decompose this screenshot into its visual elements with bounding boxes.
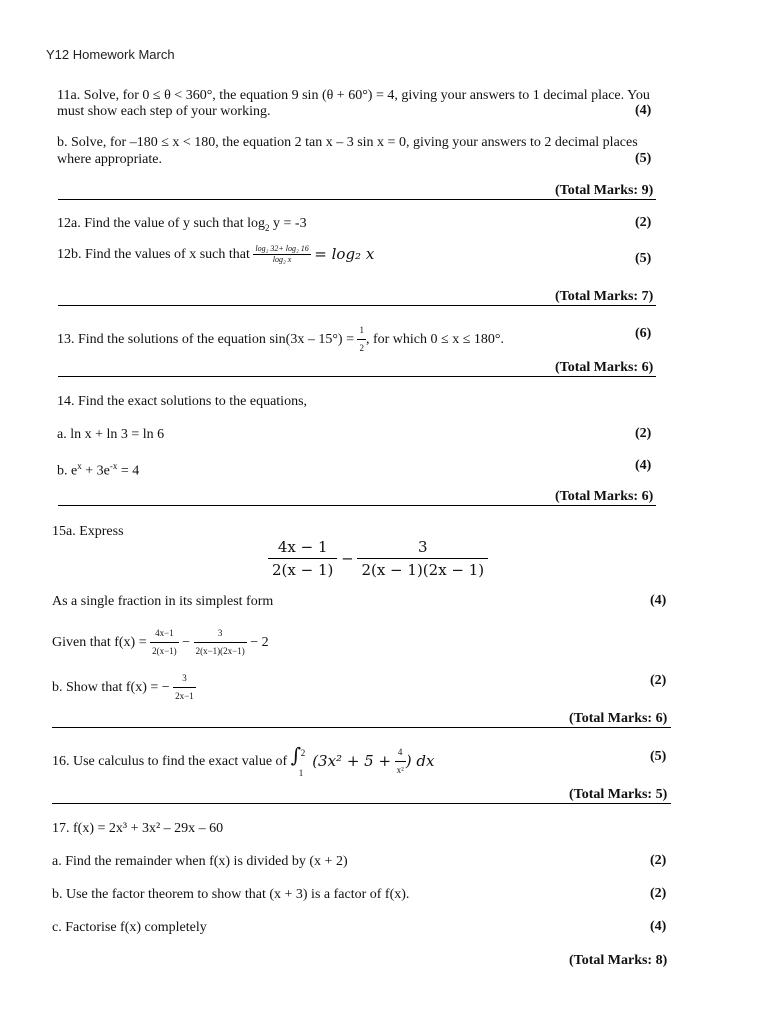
q16-total: (Total Marks: 5) [569, 787, 668, 802]
q11-divider [58, 199, 656, 200]
q13-text: 13. Find the solutions of the equation sin(3x – 15°) = $\frac{1}{2}$ , for which 0 ≤ x ≤ 180°. [57, 322, 504, 357]
q14-total: (Total Marks: 6) [555, 489, 654, 504]
q13-mark: (6) [635, 326, 652, 341]
q15-simplest-text: As a single fraction in its simplest form [52, 594, 274, 609]
q12b-fraction: $\frac{\text{log₂ 32+ log₂ 16}}{\text{log₂ x}}$ [255, 244, 309, 264]
q11-total: (Total Marks: 9) [555, 183, 654, 198]
q15-given: Given that f(x) = $\frac{4x-1}{2(x-1)}$ − $\frac{3}{2(x-1)(2x-1)}$ − 2 [52, 625, 269, 660]
q17c-mark: (4) [650, 919, 667, 934]
q15-expression: $\frac{4x - 1}{2(x - 1)}$ − $\frac{3}{2(x - 1)(2x - 1)}$ [268, 536, 488, 581]
q12a-mark: (2) [635, 215, 652, 230]
q15a-intro: 15a. Express [52, 524, 124, 539]
q11b-mark: (5) [635, 151, 652, 166]
q15b-text: b. Show that f(x) = − $\frac{3}{2x-1}$ [52, 670, 196, 705]
q12a-text: 12a. Find the value of y such that $\log_2 y = -3$ [57, 216, 307, 233]
q17c-text: c. Factorise f(x) completely [52, 920, 207, 935]
q12-divider [58, 305, 656, 306]
q17b-mark: (2) [650, 886, 667, 901]
q17-total: (Total Marks: 8) [569, 953, 668, 968]
q12b-mark: (5) [635, 251, 652, 266]
q17a-mark: (2) [650, 853, 667, 868]
q14a-mark: (2) [635, 426, 652, 441]
q15-total: (Total Marks: 6) [569, 711, 668, 726]
q14a-text: a. ln x + ln 3 = ln 6 [57, 427, 165, 442]
q11a-mark: (4) [635, 103, 652, 118]
q16-divider [52, 803, 671, 804]
q14b-mark: (4) [635, 458, 652, 473]
q11a-line2: must show each step of your working. [57, 104, 271, 119]
q11a-line1: 11a. Solve, for 0 ≤ θ < 360°, the equation 9 sin (θ + 60°) = 4, giving your answers to 1 decimal place. You [57, 88, 650, 103]
page-header: Y12 Homework March [46, 47, 175, 62]
q13-total: (Total Marks: 6) [555, 360, 654, 375]
q15-divider [52, 727, 671, 728]
q13-fraction: $\frac{1}{2}$ [357, 322, 366, 357]
q17-definition: 17. f(x) = 2x³ + 3x² – 29x – 60 [52, 821, 224, 836]
q11b-line1: b. Solve, for –180 ≤ x < 180, the equation 2 tan x – 3 sin x = 0, giving your answers to 2 decimal places [57, 135, 638, 150]
q17a-text: a. Find the remainder when f(x) is divided by (x + 2) [52, 854, 348, 869]
q13-divider [58, 376, 656, 377]
q16-text: 16. Use calculus to find the exact value of ∫ 2 1 (3x² + 5 + $\frac{4}{\text{x²}}$ ) dx [52, 742, 435, 778]
q11b-line2: where appropriate. [57, 152, 162, 167]
q16-mark: (5) [650, 749, 667, 764]
q17b-text: b. Use the factor theorem to show that (x + 3) is a factor of f(x). [52, 887, 410, 902]
q14-divider [58, 505, 656, 506]
q15a-mark: (4) [650, 593, 667, 608]
q14-intro: 14. Find the exact solutions to the equations, [57, 394, 308, 409]
q16-integral: ∫ 2 1 [290, 742, 306, 778]
q14b-text: b. $e^x + 3e^{-x} = 4$ [57, 461, 140, 479]
q12-total: (Total Marks: 7) [555, 289, 654, 304]
q12b-text: 12b. Find the values of x such that $\frac{\text{log₂ 32+ log₂ 16}}{\text{log₂ x}}$ = log₂ x [57, 244, 375, 264]
q15b-mark: (2) [650, 673, 667, 688]
